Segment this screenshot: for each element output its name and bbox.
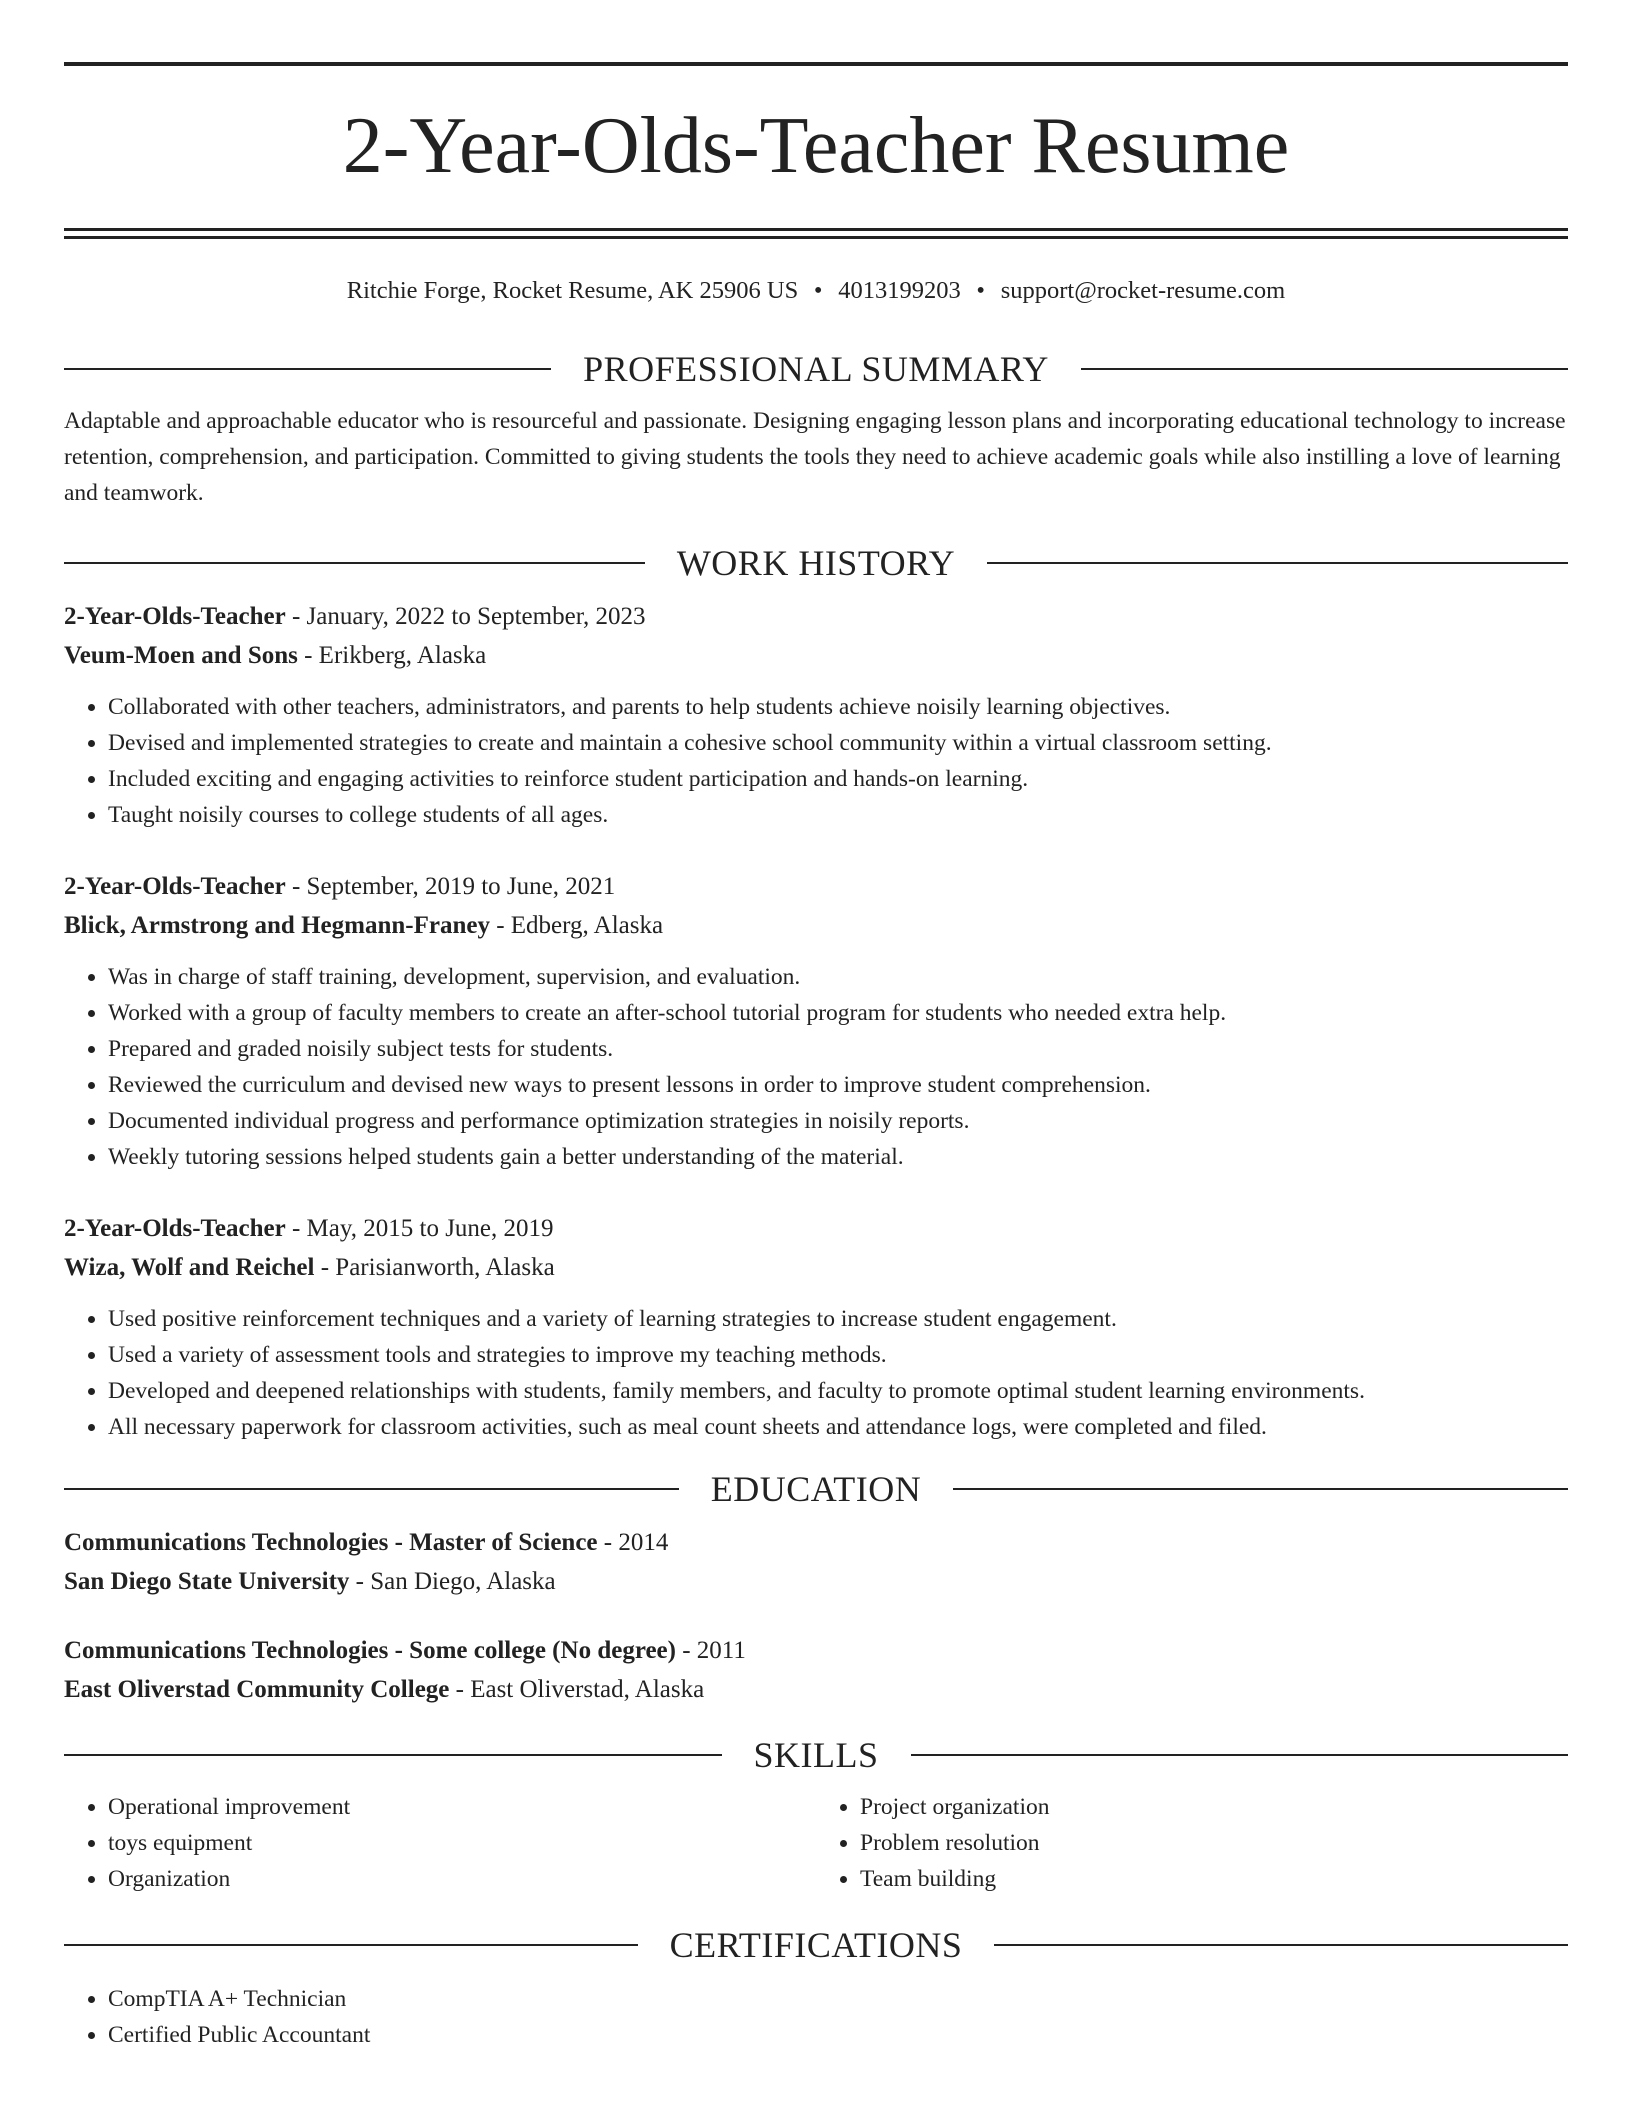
divider-line <box>1081 368 1568 370</box>
section-title: WORK HISTORY <box>676 543 956 583</box>
job-company-line <box>64 1248 1568 1287</box>
job-dates: - May, 2015 to June, 2019 <box>285 1215 554 1242</box>
divider-line <box>64 1944 638 1946</box>
contact-address: Ritchie Forge, Rocket Resume, AK 25906 US <box>346 277 799 304</box>
job-entry <box>64 1209 1568 1445</box>
list-item: • CompTIA A+ Technician <box>108 1981 1568 2017</box>
list-item: • Certified Public Accountant <box>108 2017 1568 2053</box>
job-company: Blick, Armstrong and Hegmann-Franey <box>64 912 490 939</box>
resume-title: 2-Year-Olds-Teacher Resume <box>342 102 1290 190</box>
list-item: • Team building <box>860 1861 1568 1897</box>
divider-line <box>987 562 1568 564</box>
list-item: • Taught noisily courses to college students of all ages. <box>108 797 1568 833</box>
edu-school-line <box>64 1670 1568 1709</box>
edu-degree-line <box>64 1631 1568 1670</box>
job-title-line <box>64 867 1568 906</box>
divider-line <box>64 1754 722 1756</box>
list-item: • Used a variety of assessment tools and strategies to improve my teaching methods. <box>108 1337 1568 1373</box>
list-item: • toys equipment <box>108 1825 816 1861</box>
job-company-line <box>64 906 1568 945</box>
skills-list <box>64 1789 1568 1897</box>
job-title-line <box>64 597 1568 636</box>
skills-column-right <box>816 1789 1568 1897</box>
job-location: - Parisianworth, Alaska <box>314 1254 555 1281</box>
job-bullets <box>64 959 1568 1175</box>
section-title: PROFESSIONAL SUMMARY <box>583 349 1049 389</box>
edu-degree-line <box>64 1523 1568 1562</box>
list-item: • Collaborated with other teachers, administrators, and parents to help students achieve noisily learning objectives. <box>108 689 1568 725</box>
section-heading-education <box>64 1467 1568 1511</box>
list-item: • Was in charge of staff training, development, supervision, and evaluation. <box>108 959 1568 995</box>
edu-location: - San Diego, Alaska <box>349 1568 556 1595</box>
list-item: • Used positive reinforcement techniques and a variety of learning strategies to increase student engagement. <box>108 1301 1568 1337</box>
double-rule <box>64 228 1568 239</box>
section-heading-certifications <box>64 1923 1568 1967</box>
job-dates: - September, 2019 to June, 2021 <box>285 873 616 900</box>
list-item: • Prepared and graded noisily subject tests for students. <box>108 1031 1568 1067</box>
divider-line <box>64 562 645 564</box>
skills-column-left <box>64 1789 816 1897</box>
contact-email[interactable]: support@rocket-resume.com <box>1000 277 1286 304</box>
section-heading-work <box>64 541 1568 585</box>
list-item: • Operational improvement <box>108 1789 816 1825</box>
job-bullets <box>64 1301 1568 1445</box>
divider-line <box>953 1488 1568 1490</box>
job-title-line <box>64 1209 1568 1248</box>
divider-line <box>994 1944 1568 1946</box>
job-title: 2-Year-Olds-Teacher <box>64 873 286 900</box>
education-entry <box>64 1523 1568 1601</box>
job-title: 2-Year-Olds-Teacher <box>64 603 286 630</box>
edu-degree: Communications Technologies - Master of Science <box>64 1529 598 1556</box>
edu-school-line <box>64 1562 1568 1601</box>
list-item: • Project organization <box>860 1789 1568 1825</box>
list-item: • Documented individual progress and performance optimization strategies in noisily reports. <box>108 1103 1568 1139</box>
list-item: • Developed and deepened relationships with students, family members, and faculty to promote optimal student learning environments. <box>108 1373 1568 1409</box>
job-location: - Edberg, Alaska <box>489 912 664 939</box>
list-item: • Weekly tutoring sessions helped students gain a better understanding of the material. <box>108 1139 1568 1175</box>
job-company: Wiza, Wolf and Reichel <box>64 1254 315 1281</box>
edu-location: - East Oliverstad, Alaska <box>449 1676 705 1703</box>
contact-separator: • <box>976 277 985 304</box>
job-title: 2-Year-Olds-Teacher <box>64 1215 286 1242</box>
resume-page <box>64 62 1568 2053</box>
job-location: - Erikberg, Alaska <box>297 642 487 669</box>
job-bullets <box>64 689 1568 833</box>
divider-line <box>64 368 551 370</box>
list-item: • Problem resolution <box>860 1825 1568 1861</box>
list-item: • Devised and implemented strategies to create and maintain a cohesive school community within a virtual classroom setting. <box>108 725 1568 761</box>
list-item: • Worked with a group of faculty members to create an after-school tutorial program for students who needed extra help. <box>108 995 1568 1031</box>
section-heading-summary <box>64 347 1568 391</box>
edu-school: East Oliverstad Community College <box>64 1676 450 1703</box>
top-rule <box>64 62 1568 66</box>
list-item: • All necessary paperwork for classroom activities, such as meal count sheets and attendance logs, were completed and filed. <box>108 1409 1568 1445</box>
list-item: • Included exciting and engaging activities to reinforce student participation and hands-on learning. <box>108 761 1568 797</box>
certifications-list <box>64 1981 1568 2053</box>
job-company-line <box>64 636 1568 675</box>
section-title: CERTIFICATIONS <box>669 1925 963 1965</box>
section-title: EDUCATION <box>710 1469 922 1509</box>
edu-year: - 2011 <box>675 1637 746 1664</box>
education-entry <box>64 1631 1568 1709</box>
contact-phone: 4013199203 <box>838 277 961 304</box>
job-entry <box>64 867 1568 1175</box>
contact-line <box>64 275 1568 307</box>
job-dates: - January, 2022 to September, 2023 <box>285 603 646 630</box>
section-heading-skills <box>64 1733 1568 1777</box>
contact-separator: • <box>813 277 823 304</box>
divider-line <box>911 1754 1569 1756</box>
job-company: Veum-Moen and Sons <box>64 642 298 669</box>
list-item: • Reviewed the curriculum and devised new ways to present lessons in order to improve student comprehension. <box>108 1067 1568 1103</box>
list-item: • Organization <box>108 1861 816 1897</box>
divider-line <box>64 1488 679 1490</box>
job-entry <box>64 597 1568 833</box>
summary-text: Adaptable and approachable educator who is resourceful and passionate. Designing engaging lesson plans and incorporating educational technology to increase retention, comprehension, and participation. Committed to giving students the tools they need to achieve academic goals while also instilling a love of learning and teamwork. <box>64 408 1566 506</box>
edu-school: San Diego State University <box>64 1568 350 1595</box>
edu-degree: Communications Technologies - Some college (No degree) <box>64 1637 676 1664</box>
edu-year: - 2014 <box>597 1529 669 1556</box>
section-title: SKILLS <box>753 1735 879 1775</box>
